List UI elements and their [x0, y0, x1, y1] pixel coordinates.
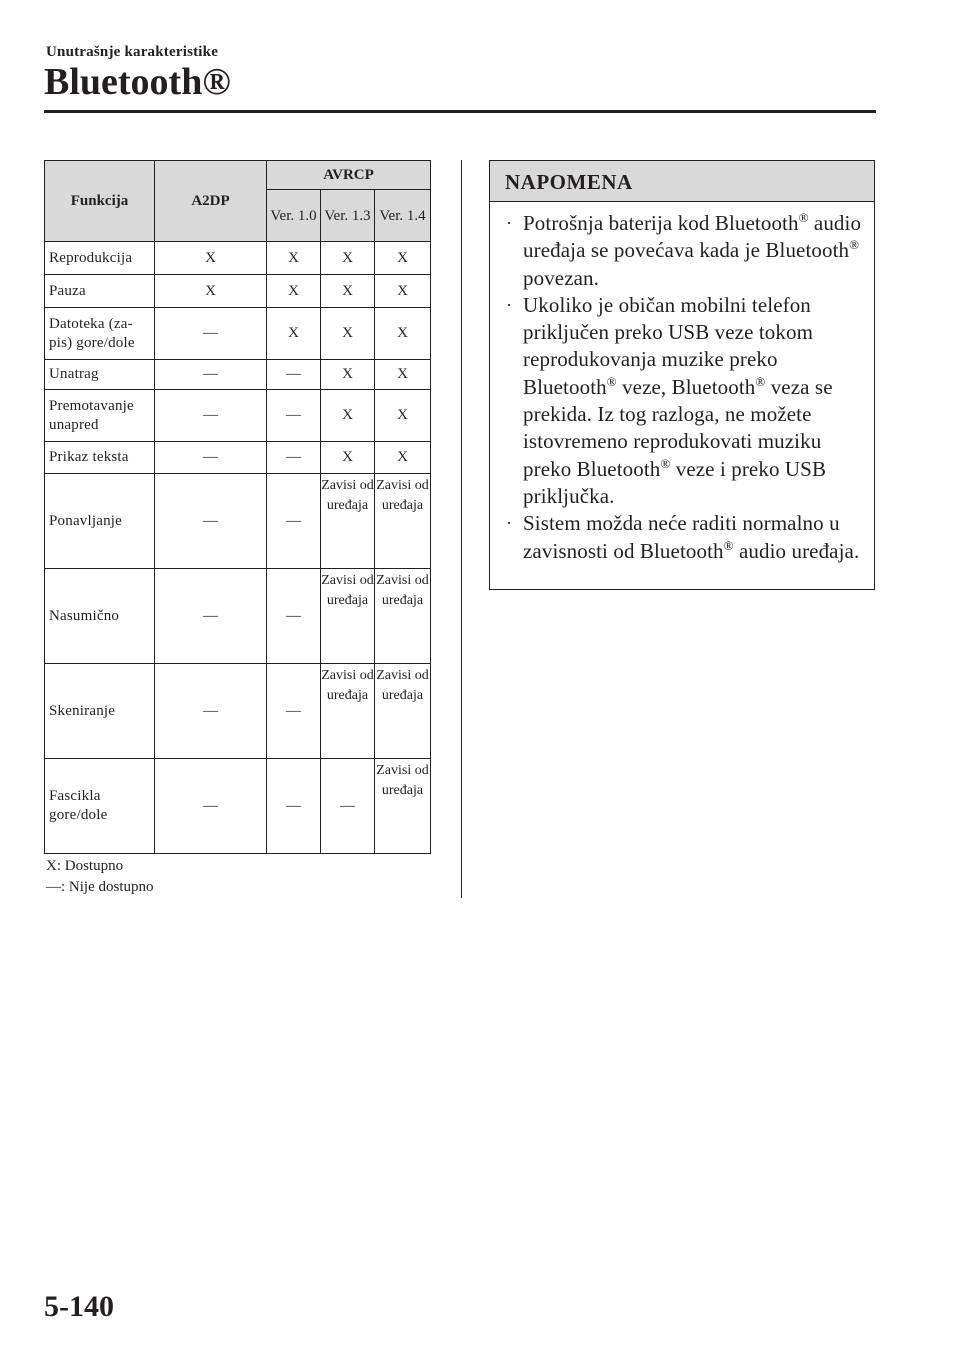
function-cell: Fascikla gore/dole: [45, 759, 155, 854]
table-row: [45, 308, 431, 360]
table-row: [45, 390, 431, 442]
avrcp-v10-cell: —: [267, 360, 321, 390]
note-item: [504, 510, 864, 565]
avrcp-v14-cell: X: [375, 390, 431, 442]
note-text: Ukoliko je običan mobilni telefon priključen preko USB veze tokom reprodukovanja muzike preko Bluetooth® veze, Bluetooth® veza se prekida. Iz tog razloga, ne možete istovremeno reprodukovati muziku preko Bluetooth® veze i preko USB priključka.: [523, 292, 833, 508]
function-cell: Nasumično: [45, 569, 155, 664]
avrcp-v13-cell: Zavisi od uređaja: [321, 474, 375, 569]
a2dp-cell: —: [155, 759, 267, 854]
a2dp-cell: —: [155, 569, 267, 664]
avrcp-v10-cell: —: [267, 569, 321, 664]
avrcp-v14-cell: Zavisi od uređaja: [375, 474, 431, 569]
a2dp-cell: —: [155, 474, 267, 569]
note-box: [489, 160, 875, 590]
a2dp-cell: —: [155, 664, 267, 759]
note-heading: NAPOMENA: [490, 161, 874, 202]
avrcp-v10-cell: X: [267, 308, 321, 360]
section-label: Unutrašnje karakteristike: [46, 44, 219, 60]
header-version: Ver. 1.0: [267, 190, 321, 242]
function-cell: Unatrag: [45, 360, 155, 390]
a2dp-cell: —: [155, 390, 267, 442]
avrcp-v14-cell: X: [375, 442, 431, 474]
function-cell: Reprodukcija: [45, 242, 155, 275]
avrcp-v10-cell: —: [267, 759, 321, 854]
a2dp-cell: X: [155, 275, 267, 308]
avrcp-v14-cell: Zavisi od uređaja: [375, 664, 431, 759]
bullet-icon: ·: [506, 213, 513, 233]
table-row: [45, 275, 431, 308]
a2dp-cell: —: [155, 308, 267, 360]
avrcp-v13-cell: Zavisi od uređaja: [321, 569, 375, 664]
function-cell: Ponavljanje: [45, 474, 155, 569]
avrcp-v14-cell: X: [375, 242, 431, 275]
bullet-icon: ·: [506, 294, 513, 315]
header-avrcp: AVRCP: [267, 161, 431, 190]
note-text: Potrošnja baterija kod Bluetooth® audio uređaja se povećava kada je Bluetooth® povezan.: [523, 210, 862, 290]
avrcp-v10-cell: X: [267, 275, 321, 308]
table-row: [45, 664, 431, 759]
avrcp-v13-cell: X: [321, 390, 375, 442]
column-divider: [461, 160, 462, 898]
a2dp-cell: —: [155, 360, 267, 390]
note-item: [504, 210, 864, 292]
avrcp-v10-cell: X: [267, 242, 321, 275]
function-cell: Skeniranje: [45, 664, 155, 759]
table-row: [45, 242, 431, 275]
avrcp-v13-cell: X: [321, 275, 375, 308]
page-number: 5-140: [44, 1290, 114, 1323]
table-row: [45, 569, 431, 664]
avrcp-v13-cell: X: [321, 360, 375, 390]
avrcp-v10-cell: —: [267, 390, 321, 442]
note-item: [504, 292, 864, 510]
function-cell: Pauza: [45, 275, 155, 308]
page-title: Bluetooth®: [44, 61, 231, 103]
function-cell: Premotavanje unapred: [45, 390, 155, 442]
a2dp-cell: —: [155, 442, 267, 474]
avrcp-v13-cell: —: [321, 759, 375, 854]
avrcp-v14-cell: Zavisi od uređaja: [375, 759, 431, 854]
header-version: Ver. 1.3: [321, 190, 375, 242]
header-function: Funkcija: [45, 161, 155, 242]
avrcp-v14-cell: X: [375, 308, 431, 360]
table-row: [45, 474, 431, 569]
compatibility-table: [44, 160, 431, 854]
note-list: [490, 202, 874, 565]
avrcp-v13-cell: X: [321, 242, 375, 275]
function-cell: Prikaz teksta: [45, 442, 155, 474]
bullet-icon: ·: [506, 513, 513, 534]
avrcp-v14-cell: X: [375, 360, 431, 390]
table-row: [45, 759, 431, 854]
header-version: Ver. 1.4: [375, 190, 431, 242]
a2dp-cell: X: [155, 242, 267, 275]
avrcp-v14-cell: X: [375, 275, 431, 308]
avrcp-v10-cell: —: [267, 442, 321, 474]
table-row: [45, 360, 431, 390]
avrcp-v10-cell: —: [267, 664, 321, 759]
note-text: Sistem možda neće raditi normalno u zavisnosti od Bluetooth® audio uređaja.: [523, 511, 860, 563]
avrcp-v14-cell: Zavisi od uređaja: [375, 569, 431, 664]
avrcp-v13-cell: X: [321, 442, 375, 474]
legend-available: X: Dostupno: [46, 858, 124, 874]
avrcp-v10-cell: —: [267, 474, 321, 569]
table-legend: [46, 856, 154, 898]
avrcp-v13-cell: X: [321, 308, 375, 360]
header-a2dp: A2DP: [155, 161, 267, 242]
header-rule: [44, 110, 876, 113]
table-row: [45, 442, 431, 474]
avrcp-v13-cell: Zavisi od uređaja: [321, 664, 375, 759]
legend-not-available: —: Nije dostupno: [46, 879, 154, 895]
function-cell: Datoteka (za-pis) gore/dole: [45, 308, 155, 360]
